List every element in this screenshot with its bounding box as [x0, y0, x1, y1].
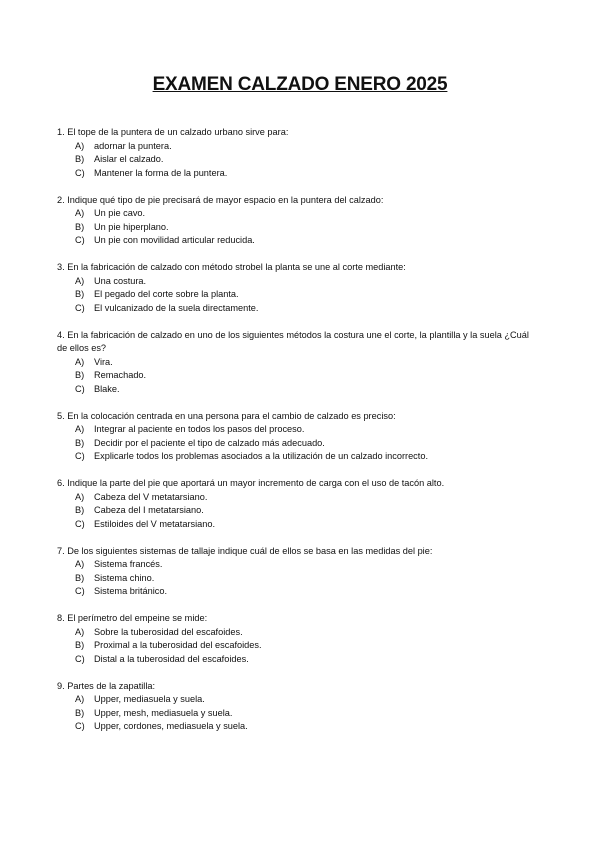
question-text: 7. De los siguientes sistemas de tallaje indique cuál de ellos se basa en las medidas del pie: — [57, 545, 433, 556]
question-text: 4. En la fabricación de calzado en uno de los siguientes métodos la costura une el corte, la plantilla y la suela ¿Cuál de ellos es? — [57, 329, 529, 353]
answer-option — [57, 383, 537, 397]
answer-option — [57, 693, 537, 707]
option-text: El vulcanizado de la suela directamente. — [94, 302, 259, 313]
answer-option — [57, 140, 537, 154]
option-letter: C) — [75, 451, 85, 461]
option-letter: B) — [75, 437, 85, 448]
answer-option — [57, 707, 537, 721]
answer-option — [57, 653, 537, 667]
answer-option — [57, 234, 537, 248]
option-letter: A) — [75, 208, 85, 218]
option-text: adornar la puntera. — [94, 140, 172, 151]
answer-option — [57, 437, 537, 451]
question — [57, 261, 537, 315]
option-letter: C) — [75, 653, 85, 664]
option-letter: C) — [75, 518, 85, 529]
option-text: Distal a la tuberosidad del escafoides. — [94, 653, 249, 664]
question — [57, 477, 537, 531]
option-letter: B) — [75, 505, 85, 515]
answer-option — [57, 423, 537, 437]
option-letter: C) — [75, 235, 85, 245]
option-text: Sistema británico. — [94, 586, 168, 596]
option-letter: A) — [75, 491, 85, 502]
option-text: Un pie cavo. — [94, 208, 146, 218]
question — [57, 612, 537, 666]
answer-option — [57, 504, 537, 518]
answer-option — [57, 153, 537, 167]
option-letter: C) — [75, 721, 85, 731]
option-letter: A) — [75, 356, 85, 367]
option-letter: B) — [75, 370, 85, 380]
option-text: Cabeza del V metatarsiano. — [94, 491, 208, 502]
option-text: Sobre la tuberosidad del escafoides. — [94, 626, 243, 637]
answer-option — [57, 207, 537, 221]
option-letter: C) — [75, 383, 85, 394]
answer-option — [57, 356, 537, 370]
option-text: Upper, mediasuela y suela. — [94, 694, 205, 704]
option-letter: B) — [75, 707, 85, 718]
option-letter: B) — [75, 289, 85, 299]
question — [57, 194, 537, 248]
option-text: Upper, mesh, mediasuela y suela. — [94, 707, 233, 718]
option-letter: A) — [75, 140, 85, 151]
question — [57, 410, 537, 464]
answer-option — [57, 558, 537, 572]
option-text: Remachado. — [94, 370, 147, 380]
option-letter: A) — [75, 694, 85, 704]
answer-option — [57, 626, 537, 640]
answer-option — [57, 167, 537, 181]
option-text: Sistema chino. — [94, 572, 155, 583]
answer-option — [57, 288, 537, 302]
answer-option — [57, 572, 537, 586]
option-text: Proximal a la tuberosidad del escafoides. — [94, 640, 262, 650]
option-text: Cabeza del I metatarsiano. — [94, 505, 204, 515]
option-letter: B) — [75, 572, 85, 583]
question — [57, 545, 537, 599]
answer-option — [57, 302, 537, 316]
option-letter: A) — [75, 275, 85, 286]
question — [57, 126, 537, 180]
page-title: EXAMEN CALZADO ENERO 2025 — [152, 74, 448, 95]
question-text: 3. En la fabricación de calzado con método strobel la planta se une al corte mediante: — [57, 262, 406, 272]
question-text: 9. Partes de la zapatilla: — [57, 680, 156, 691]
option-text: Upper, cordones, mediasuela y suela. — [94, 721, 248, 731]
option-letter: B) — [75, 154, 85, 164]
answer-option — [57, 221, 537, 235]
option-text: Explicarle todos los problemas asociados a la utilización de un calzado incorrecto. — [94, 451, 428, 461]
option-text: Estiloides del V metatarsiano. — [94, 518, 216, 529]
option-text: Vira. — [94, 356, 113, 367]
question-list — [57, 126, 537, 747]
option-text: Mantener la forma de la puntera. — [94, 167, 228, 178]
option-text: Integrar al paciente en todos los pasos del proceso. — [94, 424, 305, 434]
option-text: Decidir por el paciente el tipo de calzado más adecuado. — [94, 437, 325, 448]
option-letter: A) — [75, 626, 85, 637]
answer-option — [57, 518, 537, 532]
answer-option — [57, 585, 537, 599]
answer-option — [57, 275, 537, 289]
option-text: Sistema francés. — [94, 559, 163, 569]
option-letter: B) — [75, 221, 85, 232]
question-text: 1. El tope de la puntera de un calzado urbano sirve para: — [57, 127, 289, 137]
answer-option — [57, 491, 537, 505]
question-text: 2. Indique qué tipo de pie precisará de mayor espacio en la puntera del calzado: — [57, 194, 384, 205]
option-text: Un pie con movilidad articular reducida. — [94, 235, 255, 245]
answer-option — [57, 369, 537, 383]
question-text: 5. En la colocación centrada en una persona para el cambio de calzado es preciso: — [57, 410, 396, 421]
question-text: 8. El perímetro del empeine se mide: — [57, 613, 208, 623]
option-letter: C) — [75, 586, 85, 596]
answer-option — [57, 720, 537, 734]
option-text: Una costura. — [94, 275, 147, 286]
option-letter: C) — [75, 167, 85, 178]
option-text: Un pie hiperplano. — [94, 221, 169, 232]
option-text: Blake. — [94, 383, 120, 394]
option-letter: B) — [75, 640, 85, 650]
answer-option — [57, 450, 537, 464]
option-letter: A) — [75, 424, 85, 434]
question-text: 6. Indique la parte del pie que aportará un mayor incremento de carga con el uso de tacón alto. — [57, 478, 445, 488]
answer-option — [57, 639, 537, 653]
option-letter: A) — [75, 559, 85, 569]
question — [57, 680, 537, 734]
option-text: Aislar el calzado. — [94, 154, 164, 164]
option-text: El pegado del corte sobre la planta. — [94, 289, 239, 299]
option-letter: C) — [75, 302, 85, 313]
question — [57, 329, 537, 397]
